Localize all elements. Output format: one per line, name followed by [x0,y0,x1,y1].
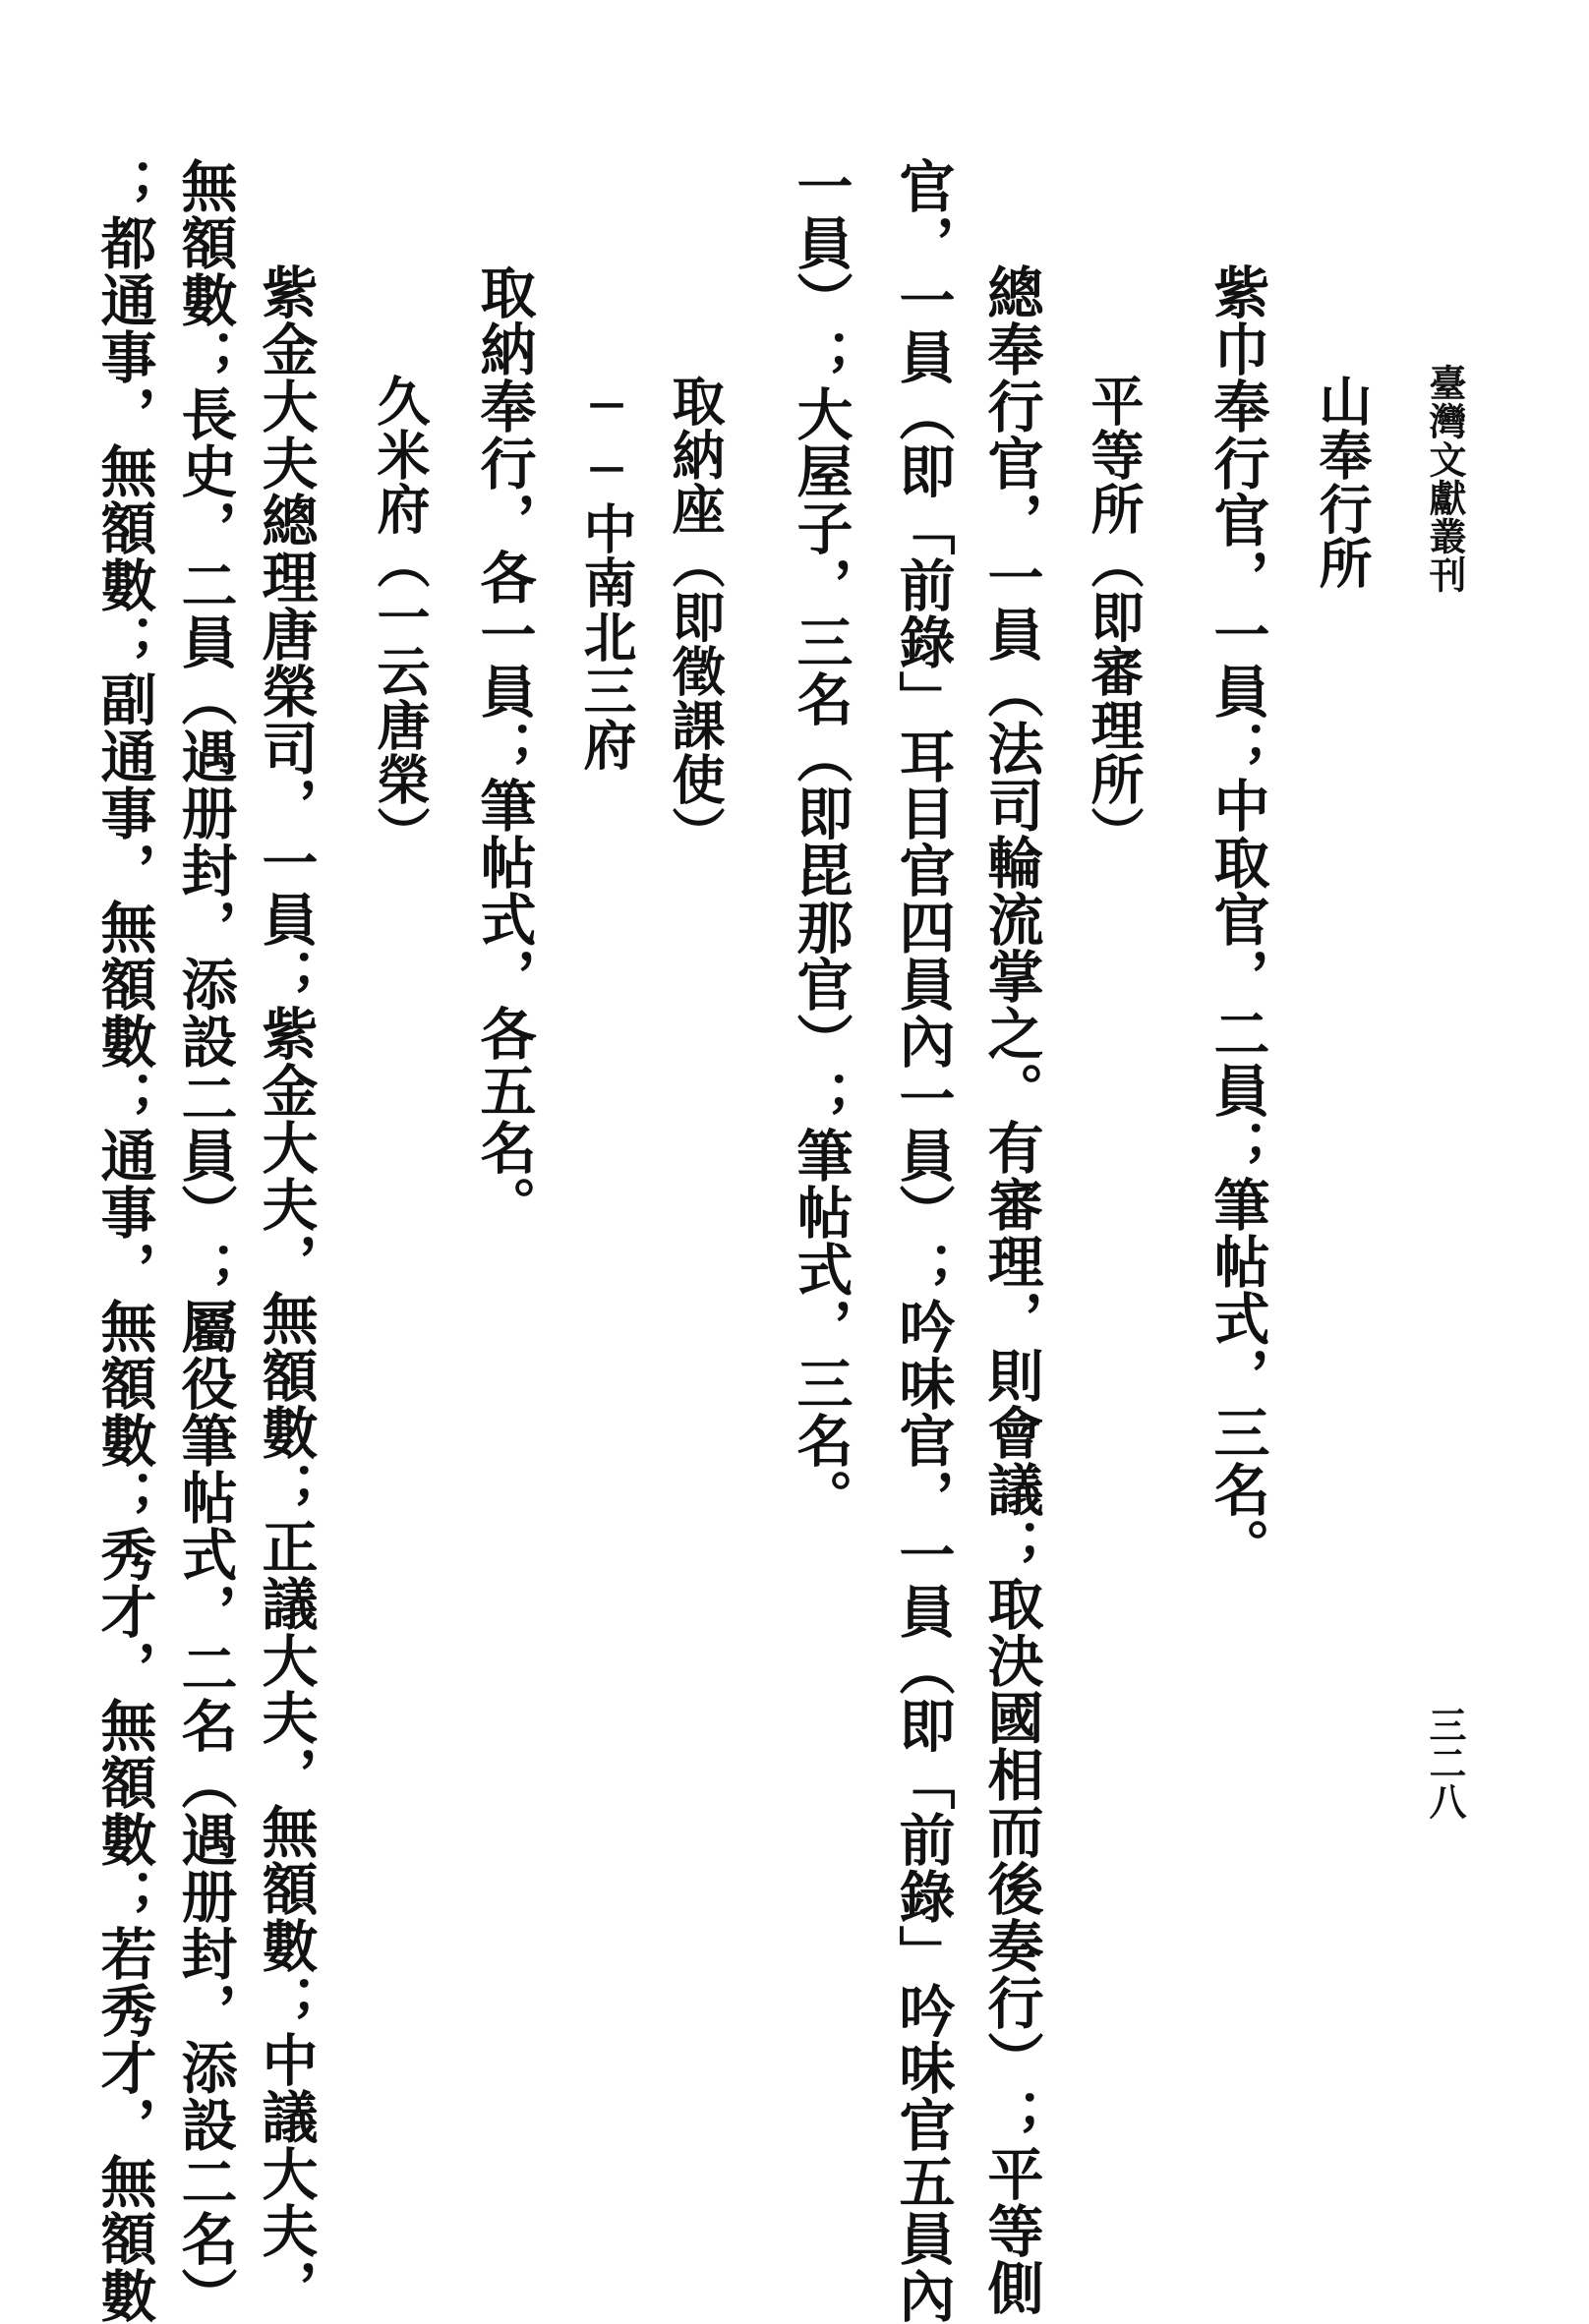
text-column-4: 官，一員（即「前錄」耳目官四員內一員）；吟味官，一員（即「前錄」吟味官五員內 [890,157,956,2324]
section-heading-shuno-za: 取納座（即徵課使） [664,374,727,860]
text-column-11: 無額數；長史，二員（遇册封，添設二員）；屬役筆帖式，二名（遇册封，添設二名） [172,157,238,2324]
section-heading-yama-bugyo: 山奉行所 [1311,374,1374,590]
subnote-three-prefectures: ──中南北三府 [575,374,638,772]
text-column-8: 取納奉行，各一員；筆帖式，各五名。 [471,263,537,1233]
text-column-3: 總奉行官，一員（法司輪流掌之。有審理，則會議；取決國相而後奏行）；平等側 [978,263,1044,2316]
text-column-12: ；都通事，無額數；副通事，無額數；通事，無額數；秀才，無額數；若秀才，無額數 [91,157,157,2324]
text-column-10: 紫金大夫總理唐榮司，一員；紫金大夫，無額數；正議大夫，無額數；中議大夫， [253,263,319,2316]
text-column-1: 紫巾奉行官，一員；中取官，二員；筆帖式，三名。 [1205,263,1270,1575]
page-number: 三二八 [1423,1706,1467,1821]
section-heading-kume-fu: 久米府（一云唐榮） [369,374,432,860]
section-heading-byodo-sho: 平等所（即審理所） [1083,374,1146,860]
series-title: 臺灣文獻叢刊 [1423,364,1467,594]
text-column-5: 一員）；大屋子，三名（即毘那官）；筆帖式，三名。 [788,157,853,1526]
